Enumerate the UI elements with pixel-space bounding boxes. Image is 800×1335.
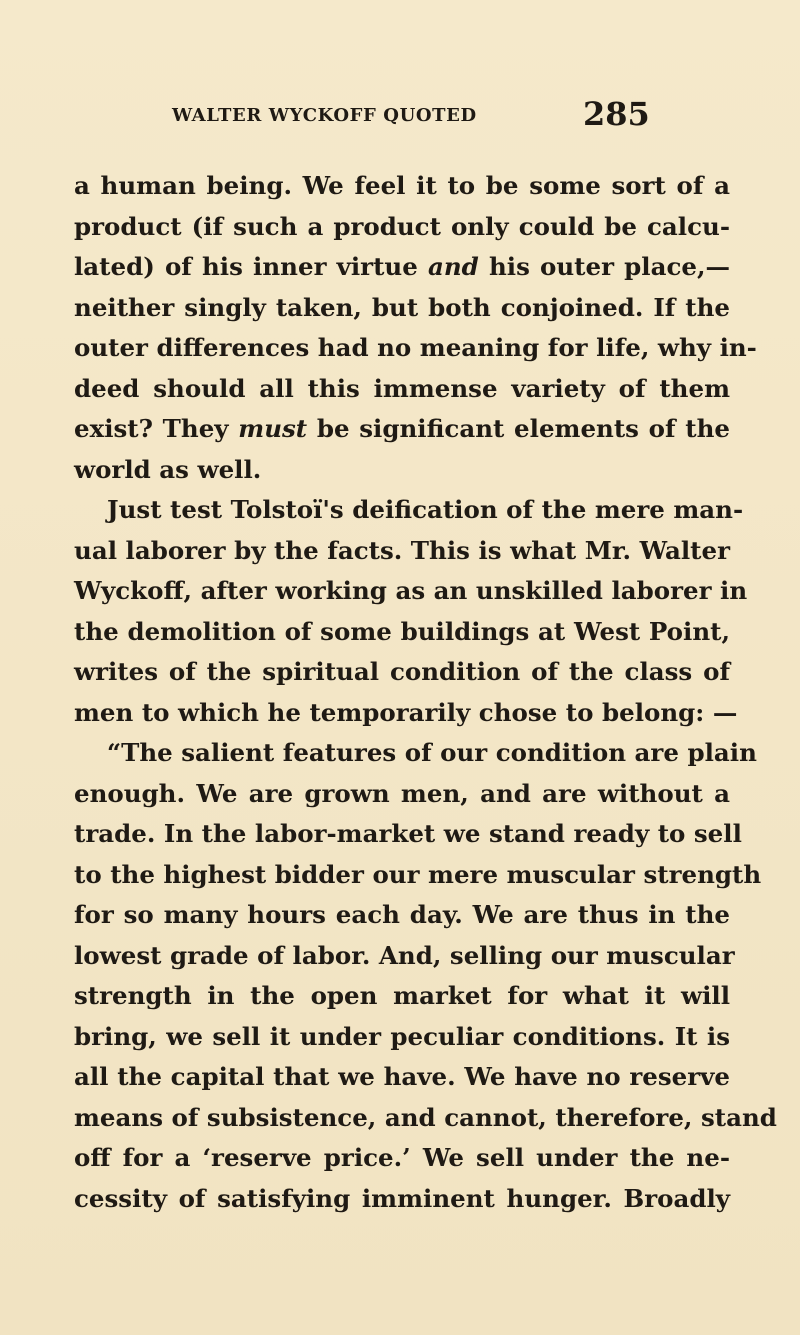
- text-line: trade. In the labor-market we stand ready to sell: [74, 819, 742, 848]
- page-number: 285: [583, 95, 650, 133]
- paragraph-start-line: “The salient features of our condition are plain: [107, 738, 757, 767]
- text-line: for so many hours each day. We are thus in the: [74, 900, 730, 929]
- text-line: cessity of satisfying imminent hunger. Broadly: [74, 1183, 730, 1213]
- text-line: neither singly taken, but both conjoined. If the: [74, 292, 730, 322]
- text-line: a human being. We feel it to be some sort of a: [74, 171, 730, 200]
- text-line: to the highest bidder our mere muscular strength: [74, 859, 762, 889]
- text-line: men to which he temporarily chose to belong: —: [74, 697, 738, 727]
- text-line: bring, we sell it under peculiar conditions. It is: [74, 1021, 730, 1051]
- text-line: means of subsistence, and cannot, therefore, stand: [74, 1102, 777, 1132]
- text-line: lated) of his inner virtue and his outer place,—: [74, 252, 730, 281]
- italic-word: and: [427, 252, 479, 281]
- paragraph-start-line: Just test Tolstoï's deification of the mere man-: [107, 495, 744, 524]
- text-line: lowest grade of labor. And, selling our muscular: [74, 940, 735, 970]
- text-line: strength in the open market for what it will: [74, 981, 730, 1010]
- text-line: off for a ‘reserve price.’ We sell under the ne-: [74, 1143, 730, 1172]
- page-header: [0, 95, 800, 135]
- text-line: deed should all this immense variety of them: [74, 373, 730, 403]
- text-line: product (if such a product only could be calcu-: [74, 211, 730, 241]
- text-line: enough. We are grown men, and are without a: [74, 778, 730, 808]
- text-line: exist? They must be significant elements of the: [74, 414, 730, 443]
- text-line: the demolition of some buildings at West Point,: [74, 616, 730, 646]
- text-line: ual laborer by the facts. This is what Mr. Walter: [74, 535, 730, 565]
- body-text: [74, 166, 777, 1219]
- text-line: all the capital that we have. We have no reserve: [74, 1062, 730, 1091]
- italic-word: must: [238, 414, 308, 443]
- text-line: Wyckoff, after working as an unskilled laborer in: [74, 576, 748, 605]
- text-line: world as well.: [74, 454, 262, 484]
- running-head: WALTER WYCKOFF QUOTED: [172, 105, 477, 126]
- text-line: writes of the spiritual condition of the class of: [74, 657, 730, 686]
- text-line: outer differences had no meaning for life, why in-: [74, 333, 757, 362]
